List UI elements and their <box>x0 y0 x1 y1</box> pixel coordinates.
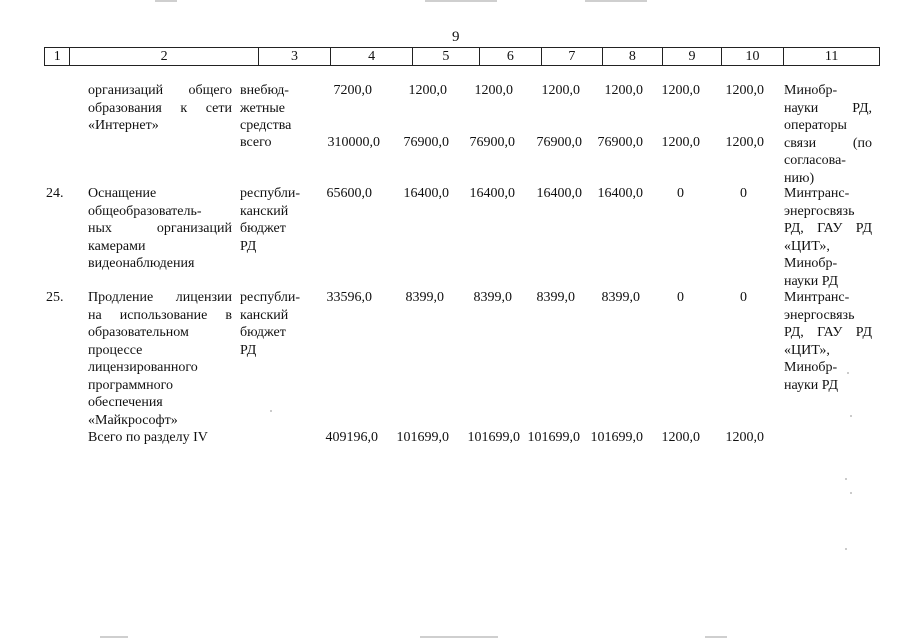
column-header: 7 <box>542 48 603 65</box>
funding-source-line: средства <box>240 118 292 133</box>
total-value: 101699,0 <box>527 430 580 445</box>
value-cell: 8399,0 <box>405 290 444 305</box>
item-name-line: образования к сети <box>88 100 232 116</box>
value-cell: 0 <box>740 186 747 201</box>
row-number: 25. <box>46 290 64 305</box>
executor-line: нию) <box>784 170 815 186</box>
funding-source-line: внебюд- <box>240 83 289 98</box>
item-name-line: ных организаций <box>88 221 232 236</box>
value-cell: 16400,0 <box>403 186 449 201</box>
funding-source-line: республи- <box>240 186 300 201</box>
value-cell: 33596,0 <box>326 290 372 305</box>
executor-line: операторы <box>784 118 847 133</box>
executor-line: Минтранс- <box>784 186 850 201</box>
item-name-line: организаций общего <box>88 83 232 98</box>
scan-mark <box>420 636 498 638</box>
funding-source-line: РД <box>240 342 257 358</box>
scan-mark <box>155 0 177 2</box>
scan-mark <box>425 0 497 2</box>
item-name-line: процессе <box>88 342 143 358</box>
value-cell: 1200,0 <box>661 135 700 150</box>
table-row <box>88 185 232 273</box>
column-header: 4 <box>331 48 413 65</box>
value-cell: 16400,0 <box>469 186 515 201</box>
executor-line: РД, ГАУ РД <box>784 325 872 340</box>
column-header: 11 <box>824 49 839 64</box>
total-value: 409196,0 <box>325 430 378 445</box>
funding-source-line: канский <box>240 307 289 323</box>
value-cell: 76900,0 <box>403 135 449 150</box>
total-value: 101699,0 <box>396 430 449 445</box>
executor-line: РД, ГАУ РД <box>784 221 872 236</box>
value-cell: 7200,0 <box>333 83 372 98</box>
item-name-line: программного <box>88 377 174 393</box>
column-header: 3 <box>259 48 331 65</box>
value-cell: 1200,0 <box>725 135 764 150</box>
column-header: 10 <box>722 48 785 65</box>
funding-source-line: республи- <box>240 290 300 305</box>
value-cell: 76900,0 <box>536 135 582 150</box>
value-cell: 16400,0 <box>536 186 582 201</box>
total-value: 1200,0 <box>725 430 764 445</box>
value-cell: 0 <box>740 290 747 305</box>
item-name-line: обеспечения <box>88 395 163 410</box>
total-label: Всего по разделу IV <box>88 430 208 445</box>
executor-line: энергосвязь <box>784 203 855 219</box>
table-row <box>88 82 232 135</box>
value-cell: 8399,0 <box>473 290 512 305</box>
value-cell: 65600,0 <box>326 186 372 201</box>
scan-speck <box>270 410 272 412</box>
value-cell: 0 <box>677 186 684 201</box>
value-cell: 76900,0 <box>597 135 643 150</box>
item-name-line: Оснащение <box>88 186 157 201</box>
executor-line: согласова- <box>784 153 846 168</box>
column-header: 2 <box>70 48 258 65</box>
value-cell: 8399,0 <box>536 290 575 305</box>
scan-speck <box>845 548 847 550</box>
executor-line: «ЦИТ», <box>784 238 830 254</box>
executor-line: Минтранс- <box>784 290 850 305</box>
item-name-line: «Майкрософт» <box>88 412 178 428</box>
value-cell: 76900,0 <box>469 135 515 150</box>
item-name-line: образовательном <box>88 325 189 340</box>
total-value: 1200,0 <box>661 430 700 445</box>
value-cell: 8399,0 <box>601 290 640 305</box>
item-name-line: на использование в <box>88 307 232 323</box>
executor-line: Минобр- <box>784 360 838 375</box>
value-cell: 1200,0 <box>474 83 513 98</box>
executor <box>784 82 872 187</box>
item-name-line: Продление лицензии <box>88 290 232 305</box>
executor <box>784 185 872 290</box>
executor-line: науки РД <box>784 377 839 393</box>
item-name-line: видеонаблюдения <box>88 256 195 271</box>
executor <box>784 289 872 394</box>
funding-source-line: бюджет <box>240 325 286 340</box>
funding-source-line: бюджет <box>240 221 286 236</box>
value-cell: 0 <box>677 290 684 305</box>
executor-line: «ЦИТ», <box>784 342 830 358</box>
executor-line: науки РД <box>784 273 839 289</box>
total-value: 101699,0 <box>590 430 643 445</box>
item-name-line: лицензированного <box>88 360 198 375</box>
item-name-line: «Интернет» <box>88 118 159 133</box>
scan-mark <box>705 636 727 638</box>
page-number: 9 <box>452 29 460 45</box>
funding-source <box>240 185 300 255</box>
total-value: 101699,0 <box>467 430 520 445</box>
column-header: 6 <box>480 48 543 65</box>
funding-source <box>240 289 300 359</box>
scan-speck <box>850 415 852 417</box>
row-number: 24. <box>46 186 64 201</box>
column-header: 1 <box>45 48 70 65</box>
funding-source-line: жетные <box>240 100 285 116</box>
executor-line: науки РД, <box>784 100 872 116</box>
executor-line: энергосвязь <box>784 307 855 323</box>
executor-line: Минобр- <box>784 83 838 98</box>
scan-speck <box>847 372 849 374</box>
scan-speck <box>845 478 847 480</box>
table-header <box>44 47 880 66</box>
funding-source <box>240 82 291 135</box>
value-cell: 1200,0 <box>604 83 643 98</box>
value-cell: 1200,0 <box>661 83 700 98</box>
value-cell: 1200,0 <box>725 83 764 98</box>
executor-line: Минобр- <box>784 256 838 271</box>
column-header: 5 <box>413 48 479 65</box>
value-cell: 16400,0 <box>597 186 643 201</box>
scan-mark <box>100 636 128 638</box>
value-cell: 1200,0 <box>541 83 580 98</box>
funding-source-line: канский <box>240 203 289 219</box>
scan-mark <box>585 0 647 2</box>
column-header: 8 <box>603 48 664 65</box>
item-name-line: общеобразователь- <box>88 203 202 219</box>
funding-source-line: РД <box>240 238 257 254</box>
column-header: 9 <box>663 48 722 65</box>
item-name-line: камерами <box>88 238 146 254</box>
funding-source: всего <box>240 135 272 150</box>
value-cell: 310000,0 <box>327 135 380 150</box>
table-row <box>88 289 232 429</box>
value-cell: 1200,0 <box>408 83 447 98</box>
scan-speck <box>850 492 852 494</box>
executor-line: связи (по <box>784 135 872 151</box>
